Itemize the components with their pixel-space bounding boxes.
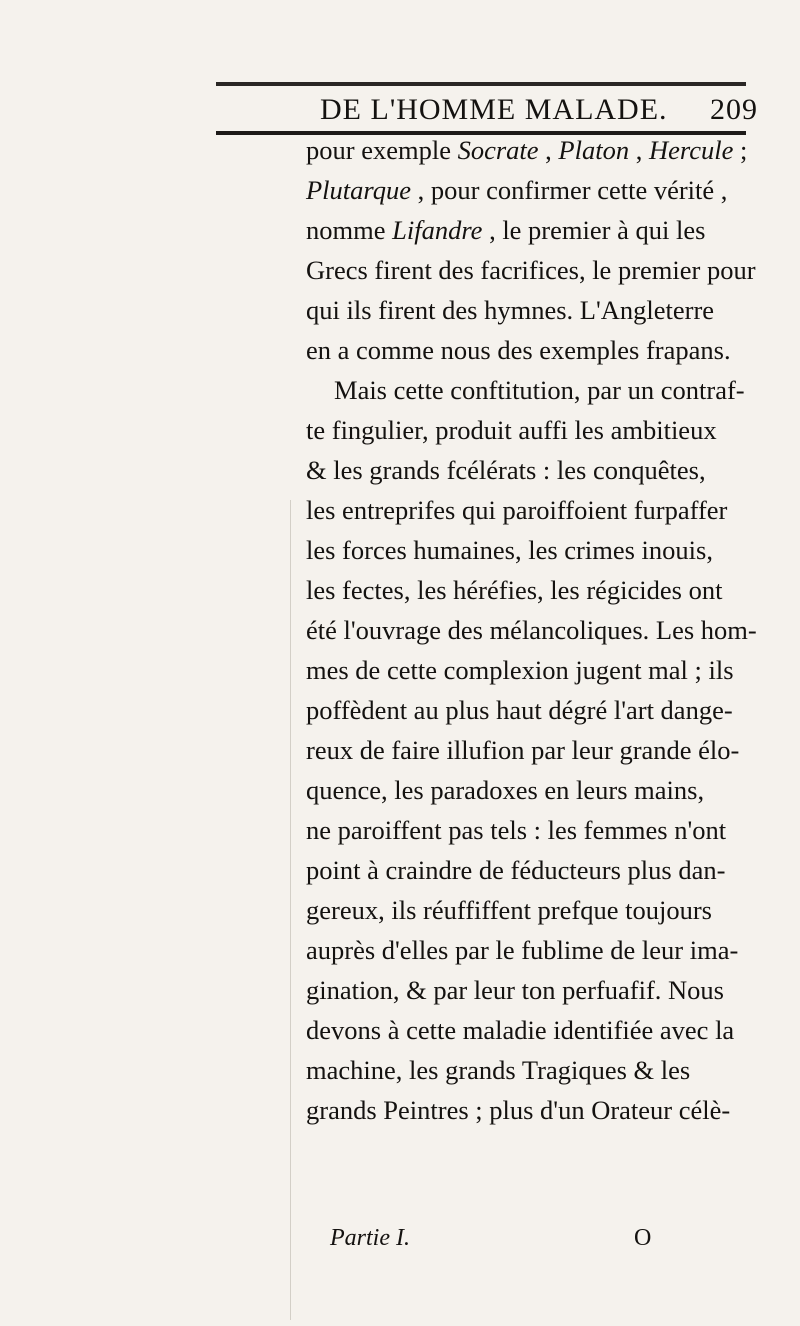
text-line [306, 410, 766, 450]
text-line [306, 1010, 766, 1050]
text-run: gereux, ils réuffiffent prefque toujours [306, 895, 712, 925]
text-line [306, 850, 766, 890]
gathering-mark: O [634, 1225, 652, 1251]
text-run: reux de faire illufion par leur grande élo- [306, 735, 740, 765]
text-run: auprès d'elles par le fublime de leur ima- [306, 935, 739, 965]
text-line [306, 770, 766, 810]
text-line [306, 530, 766, 570]
text-run: les entreprifes qui paroiffoient furpaffer [306, 495, 728, 525]
text-line [306, 1090, 766, 1130]
text-run: te fingulier, produit auffi les ambitieux [306, 415, 717, 445]
text-run: nomme [306, 215, 393, 245]
text-run: poffèdent au plus haut dégré l'art dange- [306, 695, 733, 725]
text-run: les fectes, les héréfies, les régicides ont [306, 575, 723, 605]
text-run: grands Peintres ; plus d'un Orateur célè- [306, 1095, 731, 1125]
text-run: ; [733, 135, 748, 165]
text-line [306, 570, 766, 610]
text-line [306, 130, 766, 170]
text-line [306, 170, 766, 210]
top-rule [216, 82, 746, 86]
text-run: gination, & par leur ton perfuafif. Nous [306, 975, 724, 1005]
text-run: pour exemple [306, 135, 458, 165]
text-run: mes de cette complexion jugent mal ; ils [306, 655, 734, 685]
text-run: en a comme nous des exemples frapans. [306, 335, 731, 365]
italic-text: Socrate [457, 135, 539, 165]
running-title: DE L'HOMME MALADE. [320, 93, 668, 126]
signature-mark: Partie I. [330, 1225, 410, 1251]
text-line [306, 690, 766, 730]
text-run: , pour confirmer cette vérité , [411, 175, 728, 205]
text-run: Grecs firent des facrifices, le premier pour [306, 255, 756, 285]
text-line [306, 650, 766, 690]
text-line [306, 330, 766, 370]
text-run: été l'ouvrage des mélancoliques. Les hom- [306, 615, 757, 645]
text-run: les forces humaines, les crimes inouis, [306, 535, 713, 565]
body-text [306, 130, 766, 1130]
text-run: quence, les paradoxes en leurs mains, [306, 775, 705, 805]
text-run: devons à cette maladie identifiée avec la [306, 1015, 735, 1045]
text-run: qui ils firent des hymnes. L'Angleterre [306, 295, 715, 325]
italic-text: Lifandre [392, 215, 483, 245]
text-line [306, 450, 766, 490]
text-line [306, 490, 766, 530]
running-header [320, 90, 760, 130]
text-line [306, 370, 766, 410]
text-run: machine, les grands Tragiques & les [306, 1055, 691, 1085]
text-run: , [629, 135, 649, 165]
text-run: & les grands fcélérats : les conquêtes, [306, 455, 706, 485]
italic-text: Hercule [648, 135, 734, 165]
text-run: , [538, 135, 559, 165]
text-line [306, 610, 766, 650]
text-line [306, 970, 766, 1010]
page-footer [330, 1218, 750, 1258]
text-run: Mais cette conftitution, par un contraf- [334, 375, 745, 405]
text-line [306, 1050, 766, 1090]
text-run: point à craindre de féducteurs plus dan- [306, 855, 726, 885]
text-line [306, 290, 766, 330]
italic-text: Plutarque [306, 175, 412, 205]
text-line [306, 250, 766, 290]
gutter-shadow [290, 500, 303, 1320]
page-number: 209 [710, 93, 758, 126]
text-run: , le premier à qui les [482, 215, 706, 245]
text-line [306, 210, 766, 250]
text-line [306, 730, 766, 770]
text-run: ne paroiffent pas tels : les femmes n'ont [306, 815, 727, 845]
italic-text: Platon [558, 135, 630, 165]
text-line [306, 890, 766, 930]
text-line [306, 810, 766, 850]
text-line [306, 930, 766, 970]
